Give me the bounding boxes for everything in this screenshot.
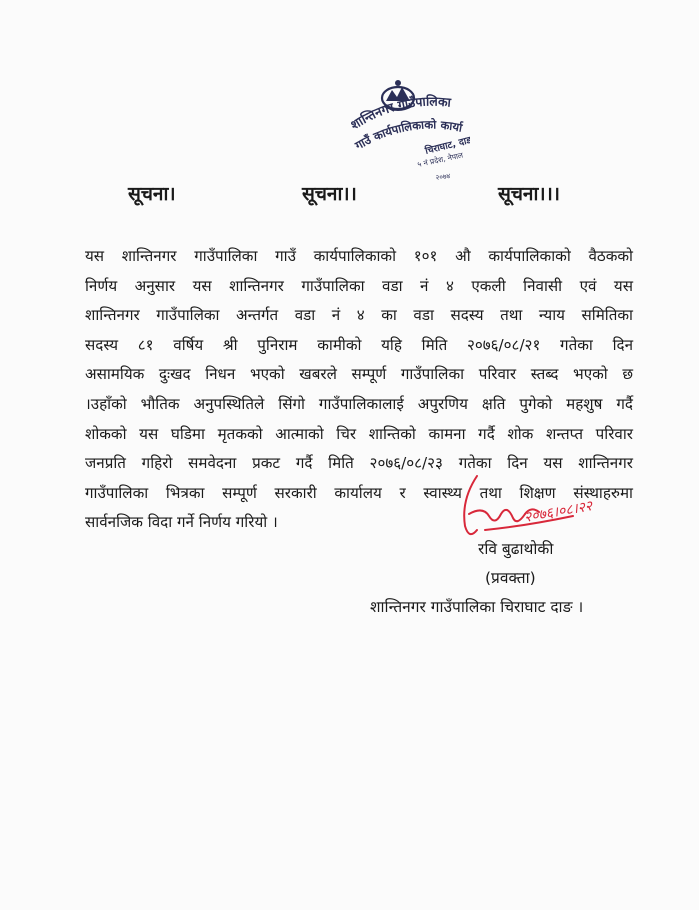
body-line: शोकको यस घडिमा मृतकको आत्माको चिर शान्तिको कामना गर्दै शोक शन्तप्त परिवार [85,424,633,443]
notice-heading-1: सूचना। [128,183,176,205]
body-line: जनप्रति गहिरो समवेदना प्रकट गर्दै मिति २०७६/०८/२३ गतेका दिन यस शान्तिनगर [85,454,633,473]
signatory-name: रवि बुढाथोकी [478,540,554,558]
body-line: निर्णय अनुसार यस शान्तिनगर गाउँपालिका वडा नं ४ एकली निवासी एवं यस [85,276,633,295]
notice-headings [0,180,699,210]
body-line: असामयिक दुःखद निधन भएको खबरले सम्पूर्ण गाउँपालिका परिवार स्तब्द भएको छ [85,365,633,384]
signature-date: २०७६।०८।२२ [522,498,594,526]
stamp-line5: २०७४ [435,172,451,182]
stamp-line2: गाउँ कार्यपालिकाको कार्या [352,117,464,153]
body-line: गाउँपालिका भित्रका सम्पूर्ण सरकारी कार्यालय र स्वास्थ्य तथा शिक्षण संस्थाहरुमा [85,483,633,502]
office-stamp [340,68,470,188]
signatory-office: शान्तिनगर गाउँपालिका चिराघाट दाङ । [370,598,584,616]
stamp-line3: चिराघाट, दाङ [424,134,470,157]
notice-heading-3: सूचना।।। [498,183,560,205]
body-line: शान्तिनगर गाउँपालिका अन्तर्गत वडा नं ४ का वडा सदस्य तथा न्याय समितिका [85,306,633,325]
body-line: सदस्य ८१ वर्षिय श्री पुनिराम कामीको यहि मिति २०७६/०८/२१ गतेका दिन [85,335,633,354]
signatory-role: (प्रवक्ता) [485,569,536,587]
body-line: सार्वनजिक विदा गर्ने निर्णय गरियो । [85,513,278,532]
notice-heading-2: सूचना।। [302,183,357,205]
body-line: ।उहाँको भौतिक अनुपस्थितिले सिंगो गाउँपालिकालाई अपुरणिय क्षति पुगेको महशुष गर्दै [85,394,633,413]
stamp-line4: ५ नं प्रदेश, नेपाल [416,150,464,169]
stamp-line1: शान्तिनगर गाउँपालिका [347,93,452,133]
body-line: यस शान्तिनगर गाउँपालिका गाउँ कार्यपालिकाको १०१ औ कार्यपालिकाको वैठकको [85,247,633,265]
